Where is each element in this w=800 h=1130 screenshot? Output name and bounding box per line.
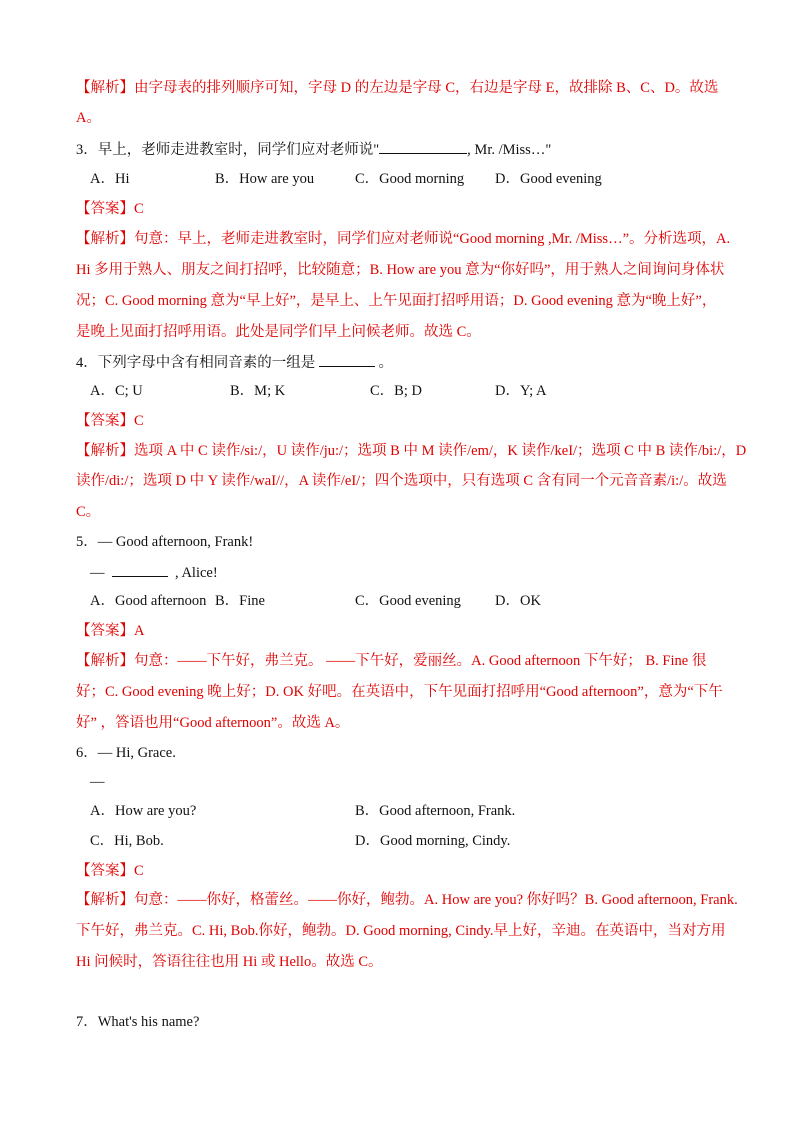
q5-option-b: B．Fine (215, 593, 265, 609)
q5-option-d: D．OK (495, 593, 541, 609)
q6-analysis-line-2: 下午好，弗兰克。C. Hi, Bob.你好，鲍勃。D. Good morning, Cindy.早上好，辛迪。在英语中，当对方用 (76, 923, 726, 939)
q6-line-2: — (90, 774, 105, 790)
q2-analysis-line-1: 【解析】由字母表的排列顺序可知，字母 D 的左边是字母 C，右边是字母 E，故排除 B、C、D。故选 (76, 80, 719, 96)
q3-analysis-line-3: 况；C. Good morning 意为“早上好”，是早上、上午见面打招呼用语；D. Good evening 意为“晚上好”， (76, 293, 717, 309)
q6-line-1: 6．— Hi, Grace. (76, 745, 176, 761)
q5-analysis-line-1: 【解析】句意：——下午好，弗兰克。 ——下午好，爱丽丝。A. Good afternoon 下午好； B. Fine 很 (76, 653, 707, 669)
q4-stem (76, 352, 393, 373)
q3-stem-text: 3．早上，老师走进教室时，同学们应对老师说" (76, 142, 380, 158)
q2-analysis-line-2: A。 (76, 110, 101, 126)
q3-option-b: B．How are you (215, 171, 315, 187)
q3-answer-blank (379, 139, 467, 154)
q7-stem: 7．What's his name? (76, 1014, 200, 1030)
q4-option-b: B．M; K (230, 383, 286, 399)
q3-answer: 【答案】C (76, 201, 144, 217)
q4-option-a: A．C; U (90, 383, 143, 399)
q5-line-2-suffix: , Alice! (175, 565, 218, 581)
q5-option-c: C．Good evening (355, 593, 461, 609)
q3-stem (76, 139, 551, 160)
q4-analysis-line-2: 读作/di:/；选项 D 中 Y 读作/waI//，A 读作/eI/；四个选项中，只有选项 C 含有同一个元音音素/i:/。故选 (76, 473, 727, 489)
q6-option-d: D．Good morning, Cindy. (355, 833, 511, 849)
q5-analysis-line-2: 好；C. Good evening 晚上好；D. OK 好吧。在英语中，下午见面打招呼用“Good afternoon”，意为“下午 (76, 684, 723, 700)
q4-stem-suffix: 。 (378, 355, 393, 371)
q6-analysis-line-1: 【解析】句意：——你好，格蕾丝。——你好，鲍勃。A. How are you? 你好吗？B. Good afternoon, Frank. (76, 892, 738, 908)
q4-analysis-line-3: C。 (76, 504, 101, 520)
q5-line-1: 5．— Good afternoon, Frank! (76, 534, 254, 550)
q6-option-c: C．Hi, Bob. (90, 833, 164, 849)
q5-answer: 【答案】A (76, 623, 145, 639)
q4-stem-text: 4．下列字母中含有相同音素的一组是 (76, 355, 316, 371)
q5-line-2 (90, 562, 218, 583)
q4-answer-blank (319, 352, 375, 367)
q4-answer: 【答案】C (76, 413, 144, 429)
q3-option-c: C．Good morning (355, 171, 465, 187)
q6-option-a: A．How are you? (90, 803, 197, 819)
q3-analysis-line-4: 是晚上见面打招呼用语。此处是同学们早上问候老师。故选 C。 (76, 324, 481, 340)
q4-option-c: C．B; D (370, 383, 422, 399)
q5-option-a: A．Good afternoon (90, 593, 207, 609)
q5-dash: — (90, 565, 105, 581)
q3-analysis-line-1: 【解析】句意：早上，老师走进教室时，同学们应对老师说“Good morning ,Mr. /Miss…”。分析选项，A. (76, 231, 731, 247)
q4-analysis-line-1: 【解析】选项 A 中 C 读作/si:/，U 读作/ju:/；选项 B 中 M 读作/em/，K 读作/keI/；选项 C 中 B 读作/bi:/，D (76, 443, 747, 459)
q3-stem-suffix: , Mr. /Miss…" (467, 142, 552, 158)
q6-answer: 【答案】C (76, 863, 144, 879)
q5-analysis-line-3: 好” ，答语也用“Good afternoon”。故选 A。 (76, 715, 350, 731)
q4-option-d: D．Y; A (495, 383, 547, 399)
q6-option-b: B．Good afternoon, Frank. (355, 803, 516, 819)
q5-answer-blank (112, 562, 168, 577)
q6-analysis-line-3: Hi 问候时，答语往往也用 Hi 或 Hello。故选 C。 (76, 954, 383, 970)
q3-option-d: D．Good evening (495, 171, 602, 187)
q3-analysis-line-2: Hi 多用于熟人、朋友之间打招呼，比较随意；B. How are you 意为“你好吗”，用于熟人之间询问身体状 (76, 262, 725, 278)
q3-option-a: A．Hi (90, 171, 130, 187)
